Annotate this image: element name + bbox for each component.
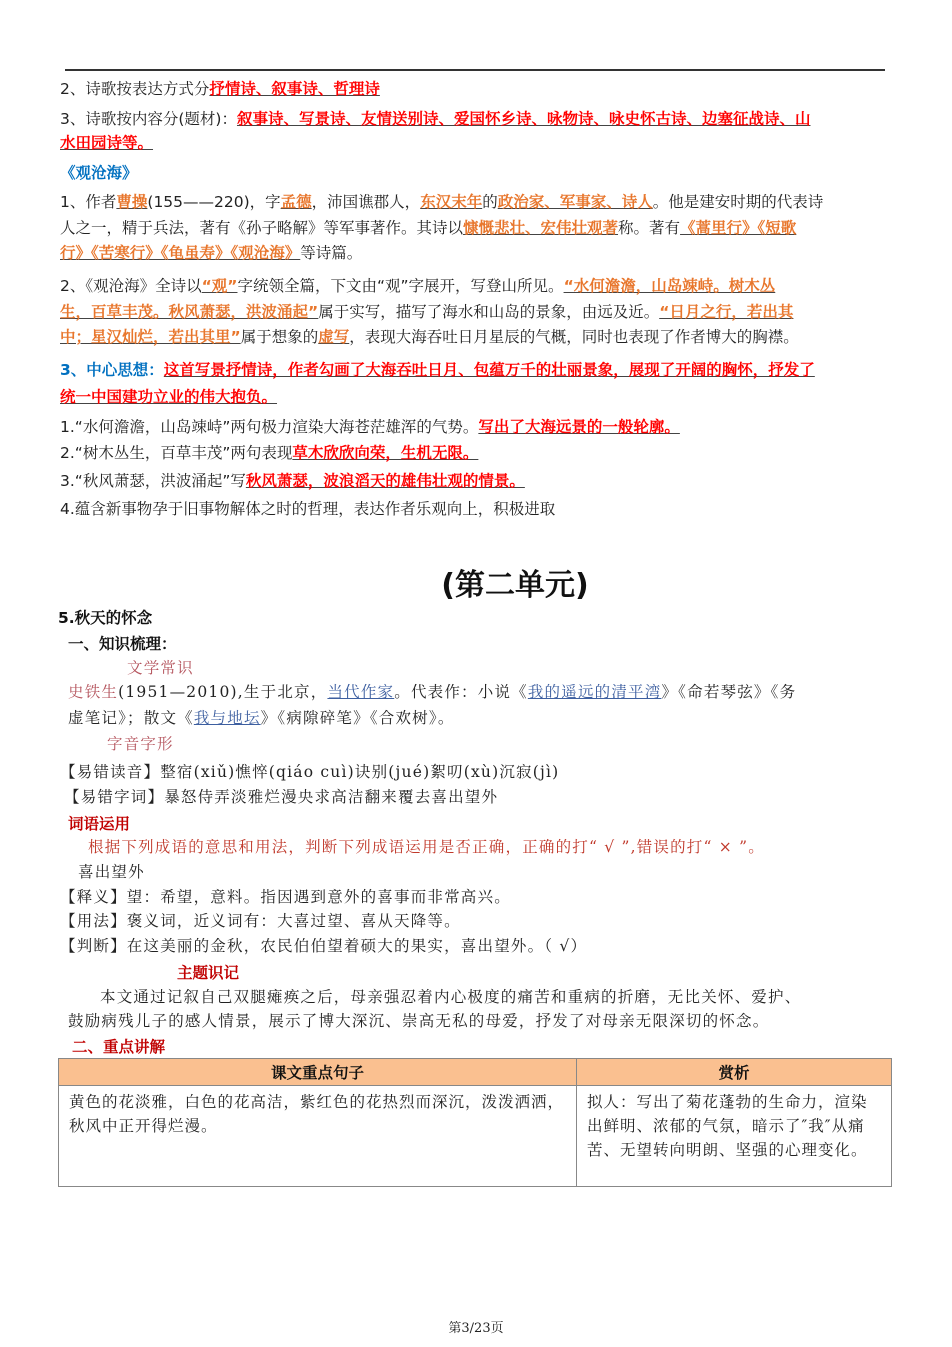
text-span: ，表现大海吞吐日月星辰的气概，同时也表现了作者博大的胸襟。 [349, 328, 799, 346]
text-line [60, 162, 138, 184]
highlighted-term: 我的遥远的清平湾 [527, 683, 662, 701]
text-span: 【用法】褒义词，近义词有：大喜过望、喜从天降等。 [60, 912, 461, 930]
text-line [60, 108, 810, 130]
text-span: 属于实写，描写了海水和山岛的景象，由远及近。 [318, 303, 660, 321]
text-span: 3.“秋风萧瑟，洪波涌起”写 [60, 472, 246, 490]
table-cell-analysis: 拟人：写出了菊花蓬勃的生命力，渲染出鲜明、浓郁的气氛，暗示了″我″从痛苦、无望转向明朗、坚强的心理变化。 [577, 1086, 892, 1187]
text-line [68, 1010, 769, 1032]
table-row [59, 1086, 892, 1187]
text-line [127, 657, 194, 679]
table-header-analysis: 赏析 [577, 1059, 892, 1086]
table-cell-sentence: 黄色的花淡雅，白色的花高洁，紫红色的花热烈而深沉，泼泼洒洒，秋风中正开得烂漫。 [59, 1086, 577, 1187]
text-span: 喜出望外 [78, 863, 145, 881]
text-span: 1、作者 [60, 193, 117, 211]
emphasis-span: 5.秋天的怀念 [58, 609, 153, 627]
table-header-row [59, 1059, 892, 1086]
emphasis-span: “日月之行，若出其 [659, 303, 794, 321]
text-line [177, 962, 239, 984]
text-span: 的 [482, 193, 498, 211]
text-line [100, 986, 801, 1008]
emphasis-span: 曹操 [116, 193, 148, 211]
emphasis-span: 虚写 [318, 328, 350, 346]
text-span: 人之一，精于兵法，著有《孙子略解》等军事著作。其诗以 [60, 219, 464, 237]
text-span: 2、《观沧海》全诗以 [60, 277, 202, 295]
text-line [60, 470, 525, 492]
text-span: 。代表作：小说《 [394, 683, 528, 701]
emphasis-span: 3、中心思想： [60, 361, 164, 379]
unit-title: (第二单元) [441, 568, 589, 603]
emphasis-span: “观” [201, 277, 238, 295]
text-span: 【判断】在这美丽的金秋，农民伯伯望着硕大的果实，喜出望外。（ √） [60, 937, 588, 955]
text-line [60, 886, 511, 908]
emphasis-span: 主题识记 [177, 964, 240, 982]
highlighted-term: 我与地坛 [193, 709, 261, 727]
text-line [107, 733, 174, 755]
text-span: 。他是建安时期的代表诗 [652, 193, 824, 211]
text-line [60, 498, 555, 520]
page-number: 第3/23页 [448, 1321, 504, 1336]
emphasis-span: 生，百草丰茂。秋风萧瑟，洪波涌起” [60, 303, 319, 321]
emphasis-span: 中；星汉灿烂，若出其里” [60, 328, 241, 346]
text-span: 》《命若琴弦》《务 [661, 683, 797, 701]
emphasis-span: 词语运用 [68, 815, 131, 833]
text-span: 称。著有 [618, 219, 681, 237]
emphasis-span: 《观沧海》 [60, 164, 138, 182]
emphasis-span: 东汉末年 [420, 193, 483, 211]
emphasis-span: 统一中国建功立业的伟大抱负。 [60, 388, 278, 406]
emphasis-span: 史铁生 [68, 683, 119, 701]
key-sentences-table [58, 1058, 892, 1187]
highlighted-term: 当代作家 [327, 683, 395, 701]
text-line [68, 681, 796, 703]
text-span: 鼓励病残儿子的感人情景，展示了博大深沉、崇高无私的母爱，抒发了对母亲无限深切的怀念。 [68, 1012, 770, 1030]
text-span: 2、诗歌按表达方式分 [60, 80, 210, 98]
emphasis-span: 字音字形 [107, 735, 174, 753]
emphasis-span: 叙事诗、写景诗、友情送别诗、爱国怀乡诗、咏物诗、咏史怀古诗、边塞征战诗、山 [236, 110, 811, 128]
text-line [60, 78, 380, 100]
text-span: (1951—2010),生于北京， [118, 683, 328, 701]
text-line [60, 326, 799, 348]
emphasis-span: 秋风萧瑟，波浪滔天的雄伟壮观的情景。 [245, 472, 525, 490]
text-span: 属于想象的 [240, 328, 319, 346]
text-span: 虚笔记》；散文《 [68, 709, 194, 727]
text-line [60, 935, 587, 957]
emphasis-span: 草木欣欣向荣，生机无限。 [292, 444, 479, 462]
text-line [60, 386, 277, 408]
emphasis-span: 抒情诗、叙事诗、哲理诗 [209, 80, 380, 98]
text-line [78, 861, 145, 883]
emphasis-span: 《蒿里行》《短歌 [680, 219, 797, 237]
emphasis-span: 这首写景抒情诗，作者勾画了大海吞吐日月、包蕴万千的壮丽景象，展现了开阔的胸怀，抒发了 [163, 361, 815, 379]
header-rule [65, 69, 885, 71]
emphasis-span: 写出了大海远景的一般轮廓。 [478, 418, 680, 436]
text-span: 4.蕴含新事物孕于旧事物解体之时的哲理，表达作者乐观向上，积极进取 [60, 500, 556, 518]
text-line [60, 442, 478, 464]
text-line [60, 359, 815, 381]
emphasis-span: 孟德 [280, 193, 312, 211]
text-line [60, 761, 559, 783]
text-line [60, 301, 793, 323]
text-line [60, 275, 775, 297]
text-line [68, 707, 455, 729]
emphasis-span: 根据下列成语的意思和用法，判断下列成语运用是否正确，正确的打“ √ ”,错误的打“ × ”。 [88, 838, 765, 856]
text-line [68, 813, 130, 835]
emphasis-span: 水田园诗等。 [60, 134, 154, 152]
emphasis-span: 政治家、军事家、诗人 [497, 193, 653, 211]
text-span: 3、诗歌按内容分(题材)： [60, 110, 237, 128]
text-span: (155——220)，字 [147, 193, 281, 211]
emphasis-span: 一、知识梳理： [68, 635, 177, 653]
text-span: 字统领全篇，下文由“观”字展开，写登山所见。 [237, 277, 564, 295]
text-span: 【释义】望：希望，意料。指因遇到意外的喜事而非常高兴。 [60, 888, 511, 906]
emphasis-span: 慷慨悲壮、宏伟壮观著 [463, 219, 619, 237]
text-line [60, 416, 680, 438]
text-span: 等诗篇。 [300, 244, 363, 262]
text-line [68, 633, 177, 655]
text-line [58, 607, 152, 629]
text-line [60, 910, 461, 932]
text-line [60, 242, 362, 264]
text-line [88, 836, 765, 858]
text-span: ，沛国谯郡人， [311, 193, 421, 211]
text-line [60, 191, 823, 213]
text-span: 【易错读音】整宿(xiǔ)憔悴(qiáo cuì)诀别(jué)絮叨(xù)沉寂(jì) [60, 763, 560, 781]
emphasis-span: 文学常识 [127, 659, 194, 677]
text-span: 本文通过记叙自己双腿瘫痪之后，母亲强忍着内心极度的痛苦和重病的折磨，无比关怀、爱护、 [100, 988, 802, 1006]
text-line [72, 1036, 165, 1058]
table-header-sentence: 课文重点句子 [59, 1059, 577, 1086]
text-line [60, 132, 153, 154]
emphasis-span: 行》《苦寒行》《龟虽寿》《观沧海》 [60, 244, 301, 262]
text-span: 1.“水何澹澹，山岛竦峙”两句极力渲染大海苍茫雄浑的气势。 [60, 418, 479, 436]
text-span: 》《病隙碎笔》《合欢树》。 [260, 709, 455, 727]
emphasis-span: 二、重点讲解 [72, 1038, 166, 1056]
text-line [60, 217, 796, 239]
text-span: 2.“树木丛生，百草丰茂”两句表现 [60, 444, 293, 462]
text-line [64, 786, 498, 808]
text-span: 【易错字词】暴怒侍弄淡雅烂漫央求高洁翻来覆去喜出望外 [64, 788, 499, 806]
emphasis-span: “水何澹澹，山岛竦峙。树木丛 [563, 277, 776, 295]
